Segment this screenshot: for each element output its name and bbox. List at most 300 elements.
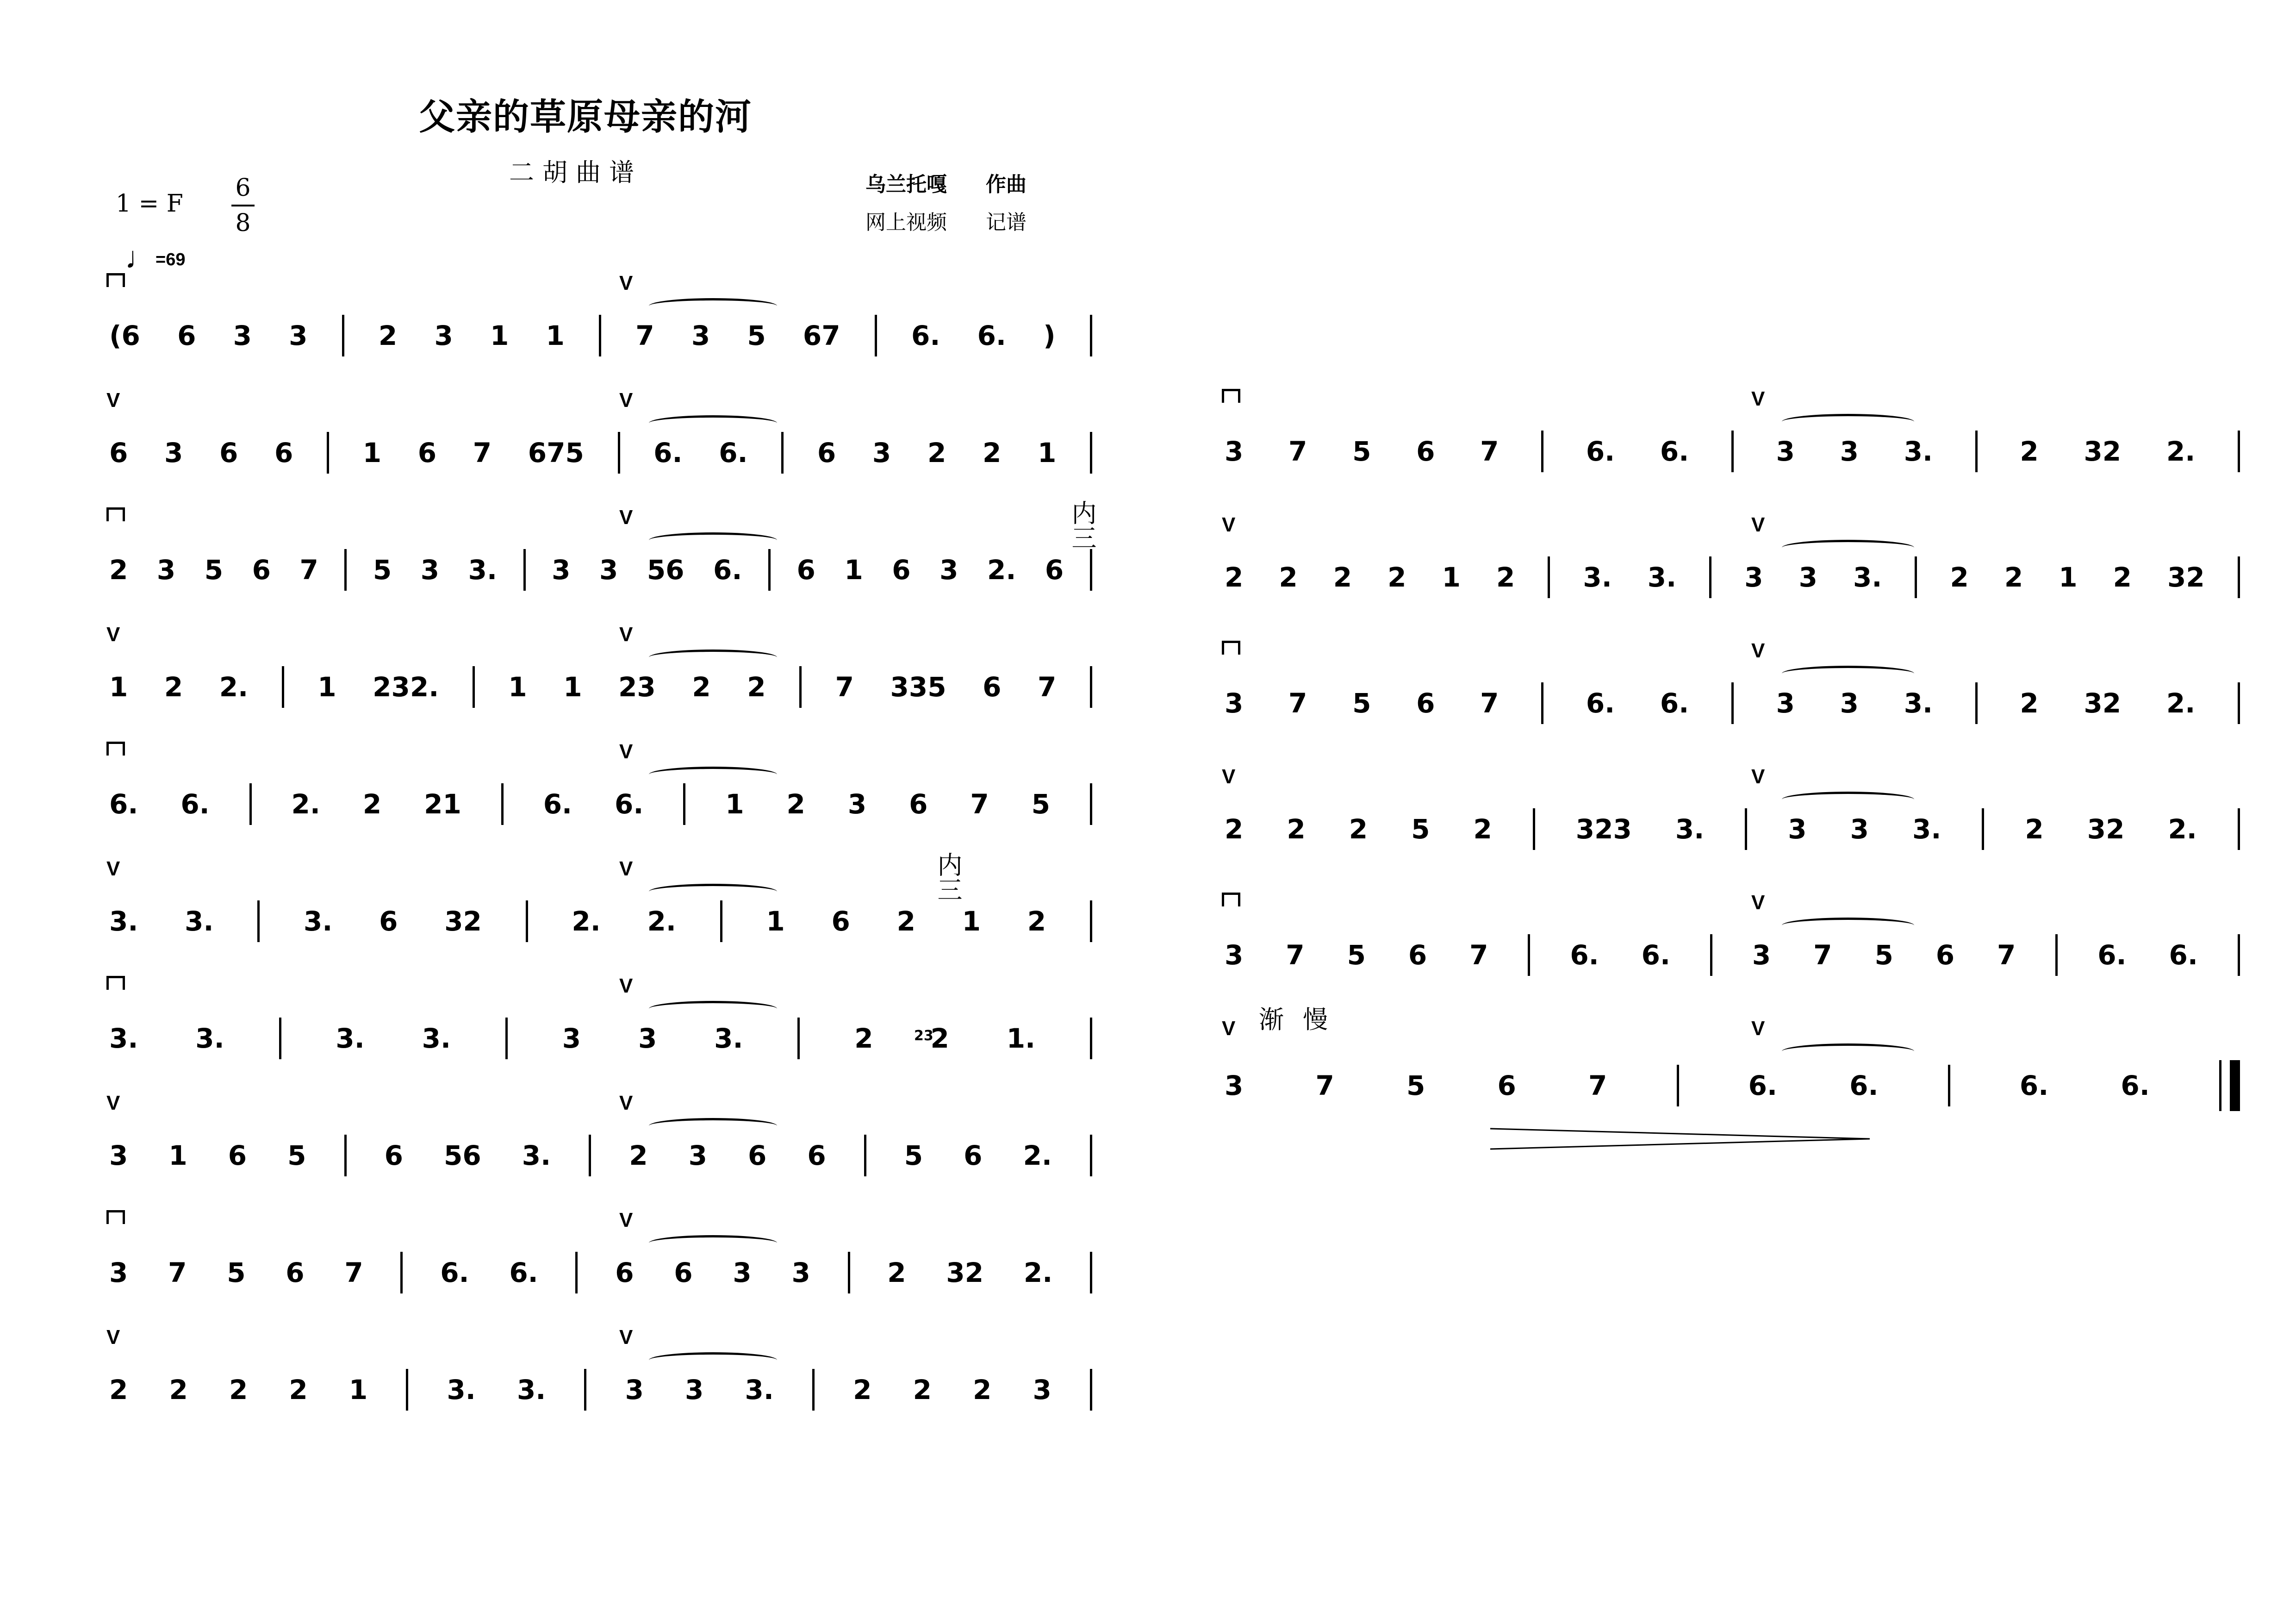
note: 3 [1840,687,1859,719]
note: 7 [473,437,492,468]
up-bow-icon: V [106,389,120,412]
up-bow-icon: V [619,1326,633,1349]
note: 6. [615,788,644,820]
note: ) [1043,320,1056,351]
up-bow-icon: V [1751,1017,1765,1040]
up-bow-icon: V [1222,765,1236,788]
key-signature: 1 = F [116,190,183,218]
time-signature [231,176,255,235]
note: 2 [109,554,128,586]
slur-arc [1782,792,1914,807]
down-bow-icon [106,507,125,521]
note: 335 [890,671,946,703]
note: 2 [1225,813,1244,845]
bar-line [1745,808,1747,850]
composer-role: 作曲 [986,173,1027,196]
note-row [106,1018,1092,1059]
bar-line [781,432,784,474]
note: 6 [983,671,1002,703]
slur-arc [649,1001,777,1017]
bar-line [1548,556,1550,598]
note: 2. [291,788,320,820]
note: 6. [543,788,572,820]
score-line [106,611,1092,731]
note: 6 [964,1140,983,1171]
score-line [106,962,1092,1082]
final-bar-line [2219,1060,2240,1111]
note: 5 [1411,813,1430,845]
note: 7 [1480,436,1499,467]
note: 6. [1660,687,1689,719]
note: 1 [348,1374,368,1405]
note: 2. [219,671,249,703]
note: 2 [2113,562,2132,593]
note-row [106,1135,1092,1176]
down-bow-icon [1222,641,1240,655]
note: 2 [1388,562,1406,593]
note: 3. [745,1374,774,1405]
note: 5 [287,1140,306,1171]
note: 2 [1279,562,1298,593]
bar-line [344,1135,347,1176]
bar-line [584,1369,586,1411]
decrescendo-hairpin [1490,1125,1879,1153]
note: 3 [1776,687,1795,719]
score-line [1222,627,2240,747]
note: 3 [685,1374,704,1405]
note: 6 [817,437,836,468]
note-row [106,549,1092,591]
note: 1 [362,437,382,468]
note: 1 [766,906,785,937]
page-title: 父亲的草原母亲的河 [418,96,752,138]
note: 6. [719,437,748,468]
note: 6 [796,554,815,586]
note: 2 [1496,562,1515,593]
slur-arc [1782,666,1914,681]
note: 2 [887,1257,906,1288]
note: 2 [289,1374,308,1405]
note: 6 [807,1140,826,1171]
note: 3. [447,1374,476,1405]
note: 3. [336,1023,365,1054]
bar-line [523,549,526,591]
note: 7 [635,320,654,351]
note: 2 [2020,436,2039,467]
note: 3 [1752,939,1771,971]
note: 6 [831,906,850,937]
slur-arc [1782,540,1914,556]
bar-line [2055,934,2058,976]
note: 7 [1813,939,1832,971]
note: 2 [896,906,915,937]
bar-line [1090,783,1092,825]
note-row [1222,682,2240,724]
note: 7 [344,1257,363,1288]
note: 6 [219,437,238,468]
note: 6 [109,437,128,468]
bowing-row [106,1093,1092,1121]
bar-line [1975,682,1978,724]
note: 5 [227,1257,246,1288]
note: 7 [299,554,318,586]
slur-arc [1782,1043,1914,1059]
slur-arc [649,1235,777,1251]
fraction-bar [231,205,255,206]
note: 2 [109,1374,128,1405]
bar-line [1731,682,1734,724]
note: 1 [546,320,565,351]
up-bow-icon: V [619,740,633,763]
bowing-row [1222,641,2240,668]
bar-line [1710,934,1712,976]
note: 323 [1575,813,1632,845]
bar-line [1541,682,1543,724]
score-line [106,1196,1092,1317]
note-row [106,432,1092,474]
note: 3. [195,1023,224,1054]
note-row [106,1252,1092,1293]
note: 2. [572,906,601,937]
bowing-row [1222,389,2240,417]
note: 2 [629,1140,648,1171]
note: 2 [169,1374,188,1405]
bar-line [797,1018,800,1059]
note: 21 [424,788,461,820]
note: 3. [468,554,498,586]
bowing-row [1222,1018,2240,1046]
note: 7 [1315,1070,1334,1101]
note: 6. [1660,436,1689,467]
bowing-row [106,390,1092,418]
note: 3 [1788,813,1807,845]
up-bow-icon: V [106,857,120,880]
note: 6. [440,1257,469,1288]
note: 2. [1023,1257,1053,1288]
note: 7 [1038,671,1057,703]
note: 56 [443,1140,481,1171]
note: 1 [109,671,128,703]
note: 3 [233,320,252,351]
note: 1 [1037,437,1057,468]
bar-line [768,549,771,591]
note: 3 [625,1374,644,1405]
bowing-row [106,507,1092,535]
note: 2. [2166,436,2196,467]
note: 5 [1406,1070,1425,1101]
note: (6 [109,320,140,351]
note: 6. [1586,687,1615,719]
note: 2 [1950,562,1969,593]
up-bow-icon: V [1751,639,1765,662]
bar-line [400,1252,403,1293]
bar-line [1677,1065,1679,1106]
note: 1 [2059,562,2078,593]
up-bow-icon: V [619,857,633,880]
note: 1 [317,671,336,703]
bowing-row [106,976,1092,1004]
up-bow-icon: V [1222,513,1236,536]
note: 6. [109,788,138,820]
note: 2 [1027,906,1046,937]
note: 6 [177,320,196,351]
note: 6. [2169,939,2198,971]
bar-line [1948,1065,1950,1106]
note: 3 [109,1257,128,1288]
note: 2 [164,671,183,703]
note: 6 [1497,1070,1516,1101]
note: 7 [1288,687,1307,719]
note: 6 [384,1140,403,1171]
bar-line [720,900,722,942]
note: 3 [940,554,958,586]
note: 2 [853,1374,872,1405]
inner-string-mark: 内三 [1068,500,1097,550]
note-row [106,1369,1092,1411]
note: 7 [1997,939,2016,971]
note: 3 [289,320,308,351]
note: 3 [1850,813,1869,845]
note: 232. [373,671,439,703]
note: 6. [180,788,210,820]
note: 2 [982,437,1002,468]
slur-arc [649,532,777,548]
bar-line [864,1135,866,1176]
note: 6 [252,554,271,586]
bar-line [1090,315,1092,356]
note-row [1222,556,2240,598]
bar-line [1090,1252,1092,1293]
bar-line [342,315,344,356]
note: 7 [168,1257,187,1288]
note: 6. [1849,1070,1879,1101]
bar-line [327,432,329,474]
note: 6. [2121,1070,2150,1101]
note: 3 [164,437,183,468]
note: 5 [904,1140,923,1171]
bowing-row [1222,893,2240,920]
slur-arc [649,767,777,782]
up-bow-icon: V [1751,513,1765,536]
bar-line [1090,900,1092,942]
note: 3. [1583,562,1612,593]
note: 6. [1748,1070,1778,1101]
up-bow-icon: V [1751,387,1765,410]
slur-arc [649,650,777,665]
note: 2. [987,554,1016,586]
bowing-row [106,1327,1092,1355]
bar-line [812,1369,815,1411]
note: 3. [516,1374,546,1405]
bar-line [1090,1018,1092,1059]
note: 6 [909,788,928,820]
note: 3 [872,437,891,468]
note: 6. [509,1257,538,1288]
note: 2. [647,906,676,937]
ritardando-mark: 渐 慢 [1259,1005,1334,1034]
note: 5 [1874,939,1893,971]
score-line [106,493,1092,614]
note: 6 [615,1257,634,1288]
note: 6. [2019,1070,2049,1101]
note: 6. [1570,939,1599,971]
note: 5 [1352,436,1371,467]
bowing-row [106,273,1092,301]
note: 3. [422,1023,451,1054]
slur-arc [649,1118,777,1134]
subtitle: 二胡曲谱 [509,158,642,187]
bowing-row [1222,767,2240,794]
note: 7 [970,788,989,820]
bar-line [279,1018,281,1059]
score-line [1222,1005,2240,1125]
note: 7 [1469,939,1488,971]
note: 5 [373,554,392,586]
note: 6 [228,1140,247,1171]
note: 2 [1333,562,1352,593]
bar-line [618,432,620,474]
note: 3 [1776,436,1795,467]
hairpin-upper [1490,1129,1870,1139]
note-row [1222,808,2240,850]
bar-line [1975,431,1978,472]
note: 2. [2168,813,2197,845]
note: 3 [562,1023,581,1054]
note: 1 [1442,562,1461,593]
note: 6 [379,906,398,937]
bar-line [249,783,252,825]
up-bow-icon: V [619,506,633,529]
note: 6. [1586,436,1615,467]
note: 32 [2084,436,2122,467]
bar-line [848,1252,850,1293]
note: 6 [274,437,293,468]
bar-line [1090,1135,1092,1176]
note: 3 [791,1257,810,1288]
composer-name: 乌兰托嘎 [865,173,947,196]
bar-line [1090,432,1092,474]
note: 3 [1744,562,1763,593]
score-line [106,259,1092,380]
bar-line [2238,808,2240,850]
note: 3. [714,1023,743,1054]
slur-arc [649,298,777,314]
note: 3 [733,1257,752,1288]
note-row [1222,1060,2240,1111]
note: 6 [1408,939,1427,971]
note: 6 [1045,554,1064,586]
score-line [1222,753,2240,873]
transcriber-role: 记谱 [986,211,1027,234]
up-bow-icon: V [106,1092,120,1114]
up-bow-icon: V [1222,1017,1236,1040]
note-row [106,900,1092,942]
up-bow-icon: V [106,623,120,646]
bar-line [344,549,347,591]
bar-line [1915,556,1917,598]
note: 5 [1347,939,1366,971]
score-line [106,376,1092,497]
bar-line [799,666,802,708]
note: 2. [1023,1140,1052,1171]
bar-line [1090,666,1092,708]
note: 2 [2020,687,2039,719]
note: 6. [713,554,742,586]
down-bow-icon [106,976,125,990]
bar-line [1709,556,1711,598]
note: 6 [747,1140,767,1171]
note: 2 [362,788,382,820]
note: 2 [2004,562,2023,593]
note: 2 [930,1023,949,1054]
note: 2 [1287,813,1306,845]
note: 2 [2025,813,2044,845]
note: 1 [168,1140,187,1171]
bar-line [1528,934,1530,976]
bar-line [406,1369,408,1411]
note: 2 [913,1374,932,1405]
note-row [1222,431,2240,472]
note: 6 [1416,687,1435,719]
note: 3 [420,554,440,586]
bar-line [1731,431,1734,472]
bar-line [282,666,284,708]
note: 3. [1912,813,1941,845]
bar-line [1090,1369,1092,1411]
thin-bar [2219,1060,2221,1111]
note: 6. [1641,939,1671,971]
note: 32 [946,1257,984,1288]
up-bow-icon: V [619,1092,633,1114]
note: 1. [1006,1023,1036,1054]
note: 2 [1473,813,1492,845]
slur-arc [649,415,777,431]
score-line [1222,501,2240,621]
note: 6. [2097,939,2127,971]
note: 6 [892,554,911,586]
up-bow-icon: V [106,1326,120,1349]
bar-line [2238,431,2240,472]
down-bow-icon [106,1210,125,1224]
bar-line [2238,934,2240,976]
bar-line [875,315,877,356]
note: 3 [1840,436,1859,467]
note: 5 [1031,788,1051,820]
tempo-value: =69 [156,250,186,269]
up-bow-icon: V [619,389,633,412]
note: 3. [1853,562,1882,593]
note: 6 [417,437,437,468]
slur-arc [1782,414,1914,430]
note: 3 [599,554,618,586]
bowing-row [106,742,1092,769]
down-bow-icon [1222,893,1240,906]
note: 2 [854,1023,873,1054]
note: 3 [688,1140,707,1171]
grace-notes: 23 [914,1028,933,1044]
note: 56 [647,554,684,586]
bar-line [1541,431,1543,472]
up-bow-icon: V [1751,765,1765,788]
hairpin-lower [1490,1139,1870,1149]
note: 2 [786,788,805,820]
note: 32 [444,906,482,937]
note: 2 [1349,813,1368,845]
up-bow-icon: V [619,623,633,646]
note: 2 [378,320,398,351]
note: 3. [1675,813,1705,845]
note: 3. [109,1023,138,1054]
